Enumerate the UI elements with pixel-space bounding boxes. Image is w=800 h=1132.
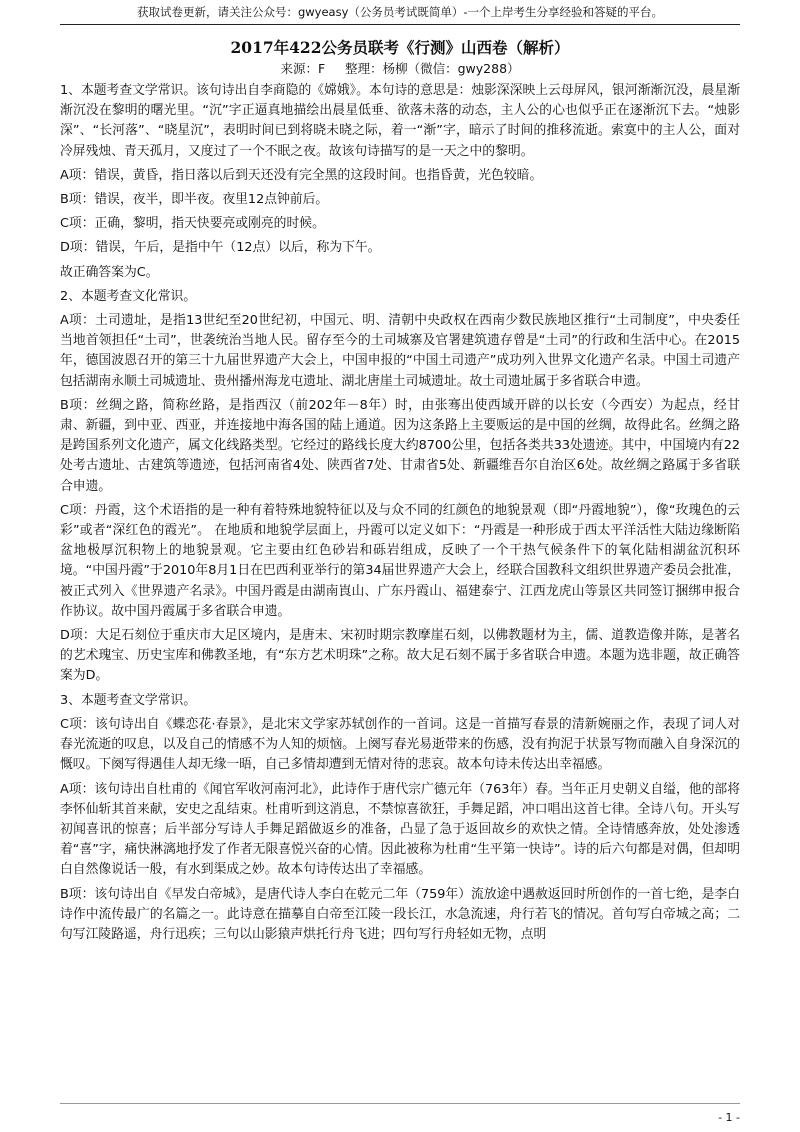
paragraph: D项：错误，午后，是指中午（12点）以后，称为下午。 — [60, 240, 381, 256]
paragraph: C项：丹霞，这个术语指的是一种有着特殊地貌特征以及与众不同的红颜色的地貌景观（即“丹霞地貌”），像“玫瑰色的云彩”或者“深红色的霞光”。 在地质和地貌学层面上，丹霞可以定义如下：“丹霞是一种形成于西太平洋活性大陆边缘断陷盆地极厚沉积物上的地貌景观。它主要由红色砂岩和砾岩组成，反映了一个干热气候条件下的氧化陆相湖盆沉积环境。“中国丹霞”于2010年8月1日在巴西利亚举行的第34届世界遗产大会上，经联合国教科文组织世界遗产委员会批准，被正式列入《世界遗产名录》。中国丹霞是由湖南崀山、广东丹霞山、福建泰宁、江西龙虎山等景区共同签订捆绑申报合作协议。故中国丹霞属于多省联合申遗。 — [60, 502, 740, 619]
page-title: 2017年422公务员联考《行测》山西卷（解析） — [230, 38, 570, 57]
paragraph: A项：土司遗址，是指13世纪至20世纪初，中国元、明、清朝中央政权在西南少数民族地区推行“土司制度”，中央委任当地首领担任“土司”，世袭统治当地人民。留存至今的土司城寨及官署建筑遗存曾是“土司”的行政和生活中心。在2015年，德国波恩召开的第三十九届世界遗产大会上，中国申报的“中国土司遗产”成功列入世界文化遗产名录。中国土司遗产包括湖南永顺土司城遗址、贵州播州海龙屯遗址、湖北唐崖土司城遗址。故土司遗址属于多省联合申遗。 — [60, 313, 740, 389]
footer-divider — [60, 1103, 740, 1104]
paragraph: C项：该句诗出自《蝶恋花·春景》，是北宋文学家苏轼创作的一首词。这是一首描写春景的清新婉丽之作，表现了词人对春光流逝的叹息，以及自己的情感不为人知的烦恼。上阕写春光易逝带来的伤感，没有拘泥于状景写物而融入自身深沉的慨叹。下阕写得遇佳人却无缘一晤，自己多情却遭到无情对待的悲哀。故本句诗未传达出幸福感。 — [60, 716, 740, 773]
paragraph: B项：丝绸之路，简称丝路，是指西汉（前202年－8年）时，由张骞出使西域开辟的以长安（今西安）为起点，经甘肃、新疆，到中亚、西亚，并连接地中海各国的陆上通道。因为这条路上主要贩运的是中国的丝绸，故得此名。丝绸之路是跨国系列文化遗产，属文化线路类型。它经过的路线长度大约8700公里，包括各类共33处遗迹。其中，中国境内有22处考古遗址、古建筑等遗迹，包括河南省4处、陕西省7处、甘肃省5处、新疆维吾尔自治区6处。故丝绸之路属于多省联合申遗。 — [60, 397, 740, 494]
paragraph: 1、本题考查文学常识。该句诗出自李商隐的《嫦娥》。本句诗的意思是：烛影深深映上云母屏风，银河渐渐沉没，晨星渐渐沉没在黎明的曙光里。“沉”字正逼真地描绘出晨星低垂、欲落未落的动态，主人公的心也似乎正在逐渐沉下去。“烛影深”、“长河落”、“晓星沉”，表明时间已到将晓未晓之际，着一“渐”字，暗示了时间的推移流逝。索寞中的主人公，面对冷屏残烛、青天孤月，又度过了一个不眠之夜。故该句诗描写的是一天之中的黎明。 — [60, 83, 740, 159]
paragraph: B项：错误，夜半，即半夜。夜里12点钟前后。 — [60, 192, 329, 208]
paragraph: A项：该句诗出自杜甫的《闻官军收河南河北》，此诗作于唐代宗广德元年（763年）春。当年正月史朝义自缢，他的部将李怀仙斩其首来献，安史之乱结束。杜甫听到这消息，不禁惊喜欲狂，手舞足蹈，冲口唱出这首七律。全诗八句。开头写初闻喜讯的惊喜；后半部分写诗人手舞足蹈做返乡的准备，凸显了急于返回故乡的欢快之情。全诗情感奔放，处处渗透着“喜”字，痛快淋漓地抒发了作者无限喜悦兴奋的心情。因此被称为杜甫“生平第一快诗”。诗的后六句都是对偶，但却明白自然像说话一般，有水到渠成之妙。故本句诗传达出了幸福感。 — [60, 781, 740, 878]
paragraph: A项：错误，黄昏，指日落以后到天还没有完全黑的这段时间。也指昏黄，光色较暗。 — [60, 167, 543, 183]
paragraph: 2、本题考查文化常识。 — [60, 288, 197, 304]
paragraph: 3、本题考查文学常识。 — [60, 692, 197, 708]
source-line — [0, 59, 800, 79]
document-body — [60, 81, 740, 945]
header-notice: 获取试卷更新，请关注公众号：gwyeasy（公务员考试既简单）-一个上岸考生分享经验和答疑的平台。 — [136, 5, 664, 19]
paragraph: B项：该句诗出自《早发白帝城》，是唐代诗人李白在乾元二年（759年）流放途中遇赦返回时所创作的一首七绝，是李白诗作中流传最广的名篇之一。此诗意在描摹自白帝至江陵一段长江，水急流速，舟行若飞的情况。首句写白帝城之高；二句写江陵路遥，舟行迅疾；三句以山影猿声烘托行舟飞进；四句写行舟轻如无物，点明 — [60, 886, 740, 942]
paragraph: 故正确答案为C。 — [60, 264, 159, 280]
header-divider — [60, 24, 740, 25]
source-label: 来源：F — [280, 61, 326, 76]
editor-label: 整理：杨柳（微信：gwy288） — [345, 61, 520, 76]
paragraph: C项：正确，黎明，指天快要亮或刚亮的时候。 — [60, 216, 325, 232]
page-number: - 1 - — [718, 1111, 740, 1124]
paragraph: D项：大足石刻位于重庆市大足区境内，是唐末、宋初时期宗教摩崖石刻，以佛教题材为主，儒、道教造像并陈，是著名的艺术瑰宝、历史宝库和佛教圣地，有“东方艺术明珠”之称。故大足石刻不属于多省联合申遗。本题为选非题，故正确答案为D。 — [60, 628, 740, 684]
